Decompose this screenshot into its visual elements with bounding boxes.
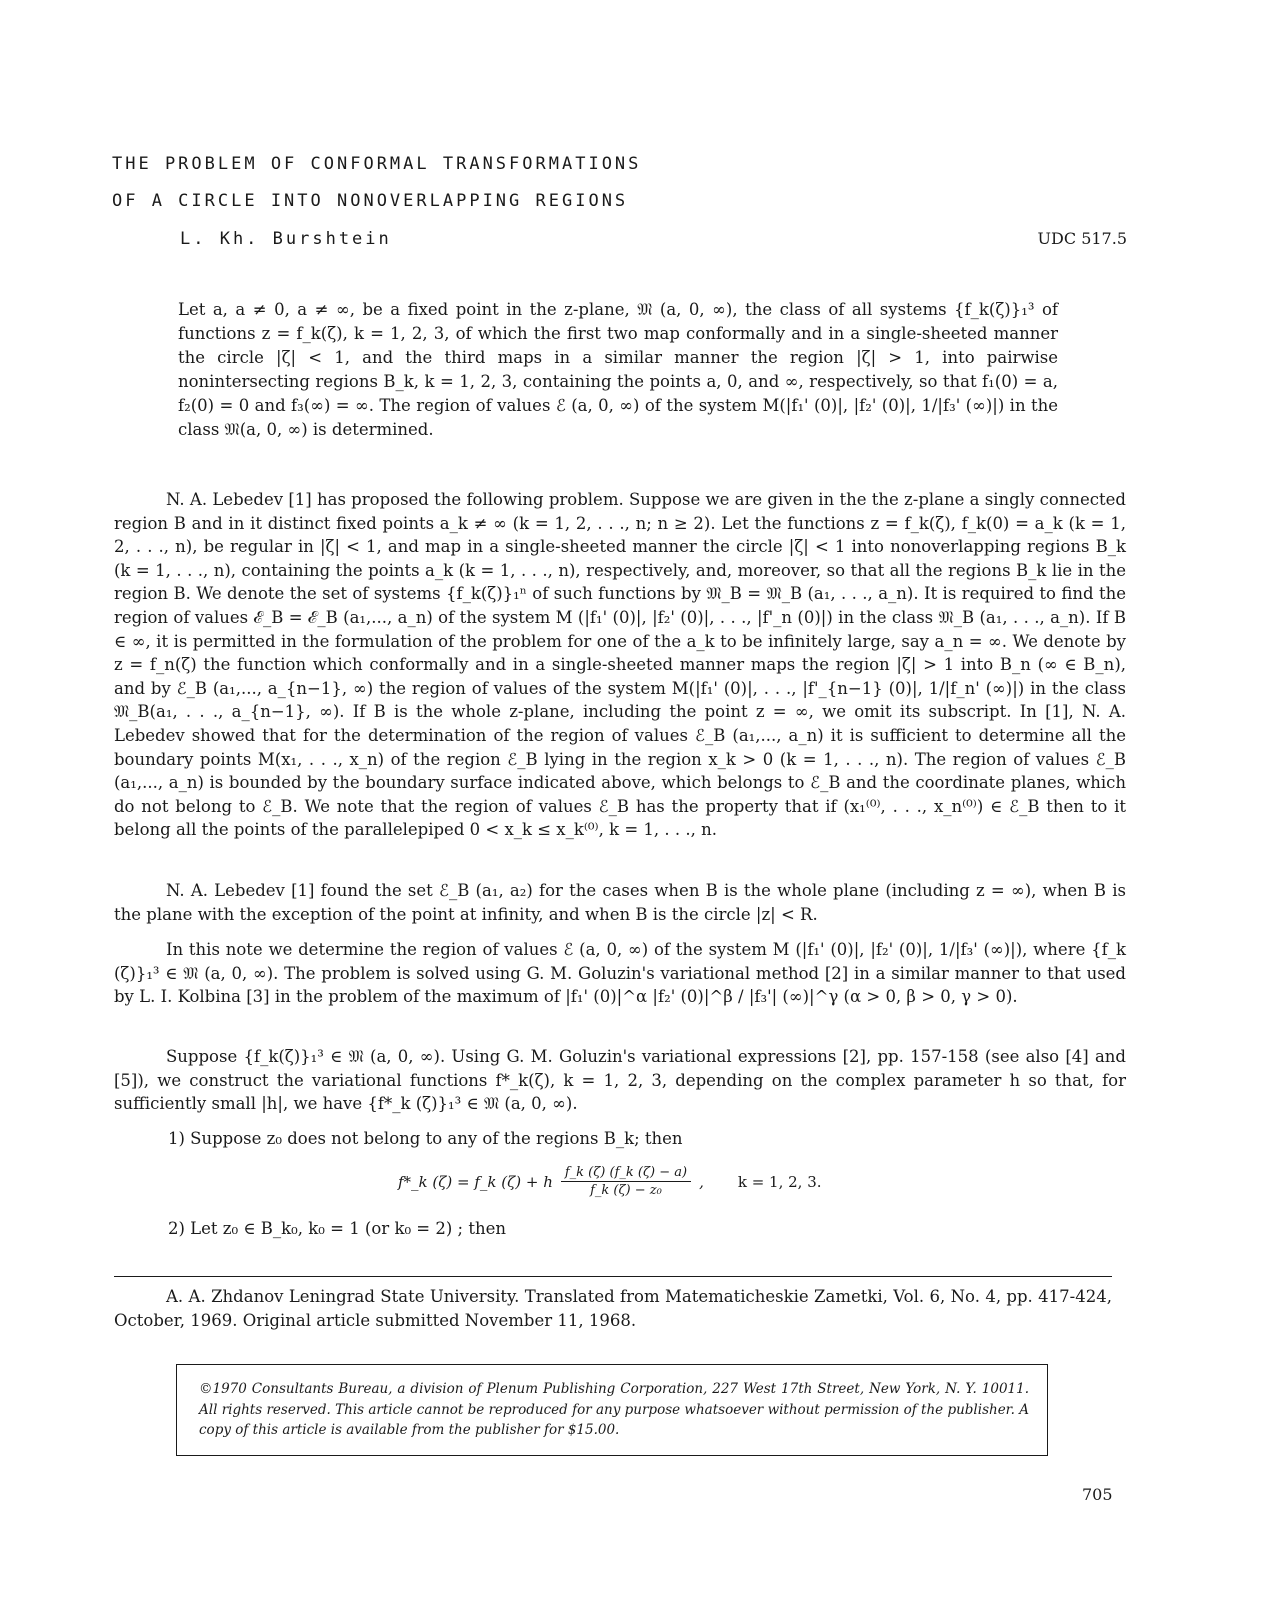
copyright-text: ©1970 Consultants Bureau, a division of Plenum Publishing Corporation, 227 West 17th Street, New York, N. Y. 10011. All rights reserved. This article cannot be reproduced for any purpose whatsoever without permission of the publisher. A copy of this article is available from the publisher for $15.00. bbox=[199, 1381, 1029, 1438]
copyright-box bbox=[176, 1364, 1048, 1456]
body-paragraph-3 bbox=[114, 938, 1126, 1009]
formula-comma: , bbox=[699, 1172, 704, 1191]
footnote-divider bbox=[114, 1276, 1112, 1277]
page-number: 705 bbox=[1082, 1485, 1113, 1504]
udc-code: UDC 517.5 bbox=[1037, 229, 1127, 248]
formula-fraction bbox=[561, 1165, 691, 1198]
paragraph-text: N. A. Lebedev [1] has proposed the following problem. Suppose we are given in the the z-plane a singly connected region B and in it distinct fixed points a_k ≠ ∞ (k = 1, 2, . . ., n; n ≥ 2). Let the functions z = f_k(ζ), f_k(0) = a_k (k = 1, 2, . . ., n), be regular in |ζ| < 1, and map in a single-sheeted manner the circle |ζ| < 1 into nonoverlapping regions B_k (k = 1, . . ., n), containing the points a_k (k = 1, . . ., n), respectively, and, moreover, so that all the regions B_k lie in the region B. We denote the set of systems {f_k(ζ)}₁ⁿ of such functions by 𝔐_B = 𝔐_B (a₁, . . ., a_n). It is required to find the region of values ℰ_B = ℰ_B (a₁,..., a_n) of the system M (|f₁' (0)|, |f₂' (0)|, . . ., |f'_n (0)|) in the class 𝔐_B (a₁, . . ., a_n). If B ∈ ∞, it is permitted in the formulation of the problem for one of the a_k to be infinitely large, say a_n = ∞. We denote by z = f_n(ζ) the function which conformally and in a single-sheeted manner maps the region |ζ| > 1 into B_n (∞ ∈ B_n), and by ℰ_B (a₁,..., a_{n−1}, ∞) the region of values of the system M(|f₁' (0)|, . . ., |f'_{n−1} (0)|, 1/|f_n' (∞)|) in the class 𝔐_B(a₁, . . ., a_{n−1}, ∞). If B is the whole z-plane, including the point z = ∞, we omit its subscript. In [1], N. A. Lebedev showed that for the determination of the region of values ℰ_B (a₁,..., a_n) it is sufficient to determine all the boundary points M(x₁, . . ., x_n) of the region ℰ_B lying in the region x_k > 0 (k = 1, . . ., n). The region of values ℰ_B (a₁,..., a_n) is bounded by the boundary surface indicated above, which belongs to ℰ_B and the coordinate planes, which do not belong to ℰ_B. We note that the region of values ℰ_B has the property that if (x₁⁽⁰⁾, . . ., x_n⁽⁰⁾) ∈ ℰ_B then to it belong all the points of the parallelepiped 0 < x_k ≤ x_k⁽⁰⁾, k = 1, . . ., n. bbox=[114, 490, 1126, 840]
formula-denominator: f_k (ζ) − z₀ bbox=[590, 1183, 662, 1198]
author-name: L. Kh. Burshtein bbox=[180, 229, 392, 249]
body-paragraph-2 bbox=[114, 879, 1126, 926]
abstract: Let a, a ≠ 0, a ≠ ∞, be a fixed point in the z-plane, 𝔐 (a, 0, ∞), the class of all systems {f_k(ζ)}₁³ of functions z = f_k(ζ), k = 1, 2, 3, of which the first two map conformally and in a single-sheeted manner the circle |ζ| < 1, and the third maps in a similar manner the region |ζ| > 1, into pairwise nonintersecting regions B_k, k = 1, 2, 3, containing the points a, 0, and ∞, respectively, so that f₁(0) = a, f₂(0) = 0 and f₃(∞) = ∞. The region of values ℰ (a, 0, ∞) of the system M(|f₁' (0)|, |f₂' (0)|, 1/|f₃' (∞)|) in the class 𝔐(a, 0, ∞) is determined. bbox=[178, 300, 1058, 439]
paragraph-text: N. A. Lebedev [1] found the set ℰ_B (a₁, a₂) for the cases when B is the whole plane (including z = ∞), when B is the plane with the exception of the point at infinity, and when B is the circle |z| < R. bbox=[114, 881, 1126, 924]
formula-numerator: f_k (ζ) (f_k (ζ) − a) bbox=[561, 1165, 691, 1182]
formula-lhs: f*_k (ζ) = f_k (ζ) + h bbox=[398, 1172, 553, 1191]
title-line-2: OF A CIRCLE INTO NONOVERLAPPING REGIONS bbox=[112, 191, 629, 211]
paragraph-text: Suppose {f_k(ζ)}₁³ ∈ 𝔐 (a, 0, ∞). Using G. M. Goluzin's variational expressions [2], pp. 157-158 (see also [4] and [5]), we construct the variational functions f*_k(ζ), k = 1, 2, 3, depending on the complex parameter h so that, for sufficiently small |h|, we have {f*_k (ζ)}₁³ ∈ 𝔐 (a, 0, ∞). bbox=[114, 1047, 1126, 1114]
title-line-1: THE PROBLEM OF CONFORMAL TRANSFORMATIONS bbox=[112, 154, 642, 174]
paragraph-text: In this note we determine the region of values ℰ (a, 0, ∞) of the system M (|f₁' (0)|, |f₂' (0)|, 1/|f₃' (∞)|), where {f_k (ζ)}₁³ ∈ 𝔐 (a, 0, ∞). The problem is solved using G. M. Goluzin's variational method [2] in a similar manner to that used by L. I. Kolbina [3] in the problem of the maximum of |f₁' (0)|^α |f₂' (0)|^β / |f₃'| (∞)|^γ (α > 0, β > 0, γ > 0). bbox=[114, 940, 1126, 1007]
formula-range: k = 1, 2, 3. bbox=[737, 1172, 822, 1191]
case-1-statement: 1) Suppose z₀ does not belong to any of the regions B_k; then bbox=[168, 1129, 683, 1148]
body-paragraph-4 bbox=[114, 1045, 1126, 1116]
variational-formula bbox=[398, 1165, 822, 1198]
affiliation-note: A. A. Zhdanov Leningrad State University. Translated from Matematicheskie Zametki, Vol. 6, No. 4, pp. 417-424, October, 1969. Original article submitted November 11, 1968. bbox=[114, 1287, 1112, 1330]
body-paragraph-1 bbox=[114, 488, 1126, 842]
article-title bbox=[112, 146, 1012, 220]
case-2-statement: 2) Let z₀ ∈ B_k₀, k₀ = 1 (or k₀ = 2) ; then bbox=[168, 1219, 507, 1238]
